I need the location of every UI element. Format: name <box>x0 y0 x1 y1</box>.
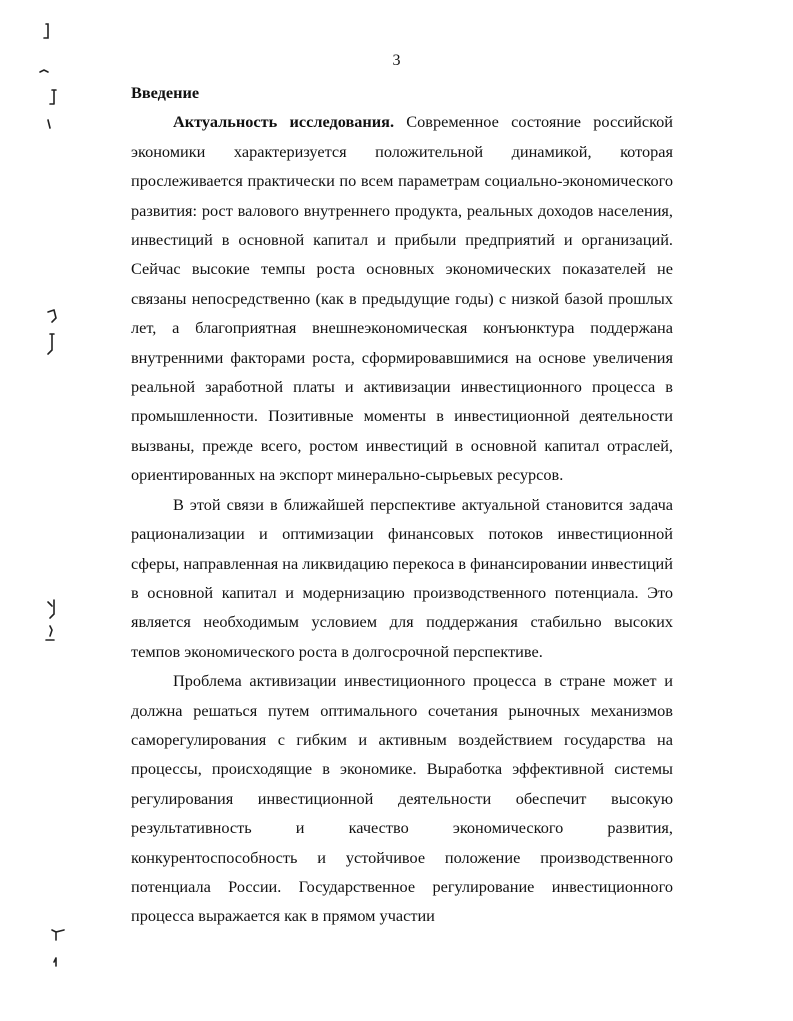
document-body <box>131 78 673 931</box>
section-heading: Введение <box>131 83 200 102</box>
paragraph-text: Современное состояние российской экономики характеризуется положительной динамикой, которая прослеживается практически по всем параметрам социально-экономического развития: рост валового внутреннего продукта, реальных доходов населения, инвестиций в основной капитал и прибыли предприятий и организаций. Сейчас высокие темпы роста основных экономических показателей не связаны непосредственно (как в предыдущие годы) с низкой базой прошлых лет, а благоприятная внешнеэкономическая конъюнктура поддержана внутренними факторами роста, сформировавшимися на основе увеличения реальной заработной платы и активизации инвестиционного процесса в промышленности. Позитивные моменты в инвестиционной деятельности вызваны, прежде всего, ростом инвестиций в основной капитал отраслей, ориентированных на экспорт минерально-сырьевых ресурсов. <box>131 112 674 485</box>
page-number: 3 <box>392 52 401 69</box>
paragraph-text: В этой связи в ближайшей перспективе актуальной становится задача рационализации и оптимизации финансовых потоков инвестиционной сферы, направленная на ликвидацию перекоса в финансировании инвестиций в основной капитал и модернизацию производственного потенциала. Это является необходимым условием для поддержания стабильно высоких темпов экономического роста в долгосрочной перспективе. <box>131 494 673 661</box>
paragraph-problem <box>131 666 673 931</box>
paragraph-relevance <box>131 107 673 489</box>
paragraph-task <box>131 490 673 666</box>
binding-marks-graphic <box>0 0 90 1021</box>
margin-scan-marks <box>0 0 90 1021</box>
paragraph-text: Проблема активизации инвестиционного процесса в стране может и должна решаться путем оптимального сочетания рыночных механизмов саморегулирования с гибким и активным воздействием государства на процессы, происходящие в экономике. Выработка эффективной системы регулирования инвестиционной деятельности обеспечит высокую результативность и качество экономического развития, конкурентоспособность и устойчивое положение производственного потенциала России. Государственное регулирование инвестиционного процесса выражается как в прямом участии <box>131 671 673 926</box>
paragraph-lead: Актуальность исследования. <box>173 112 395 132</box>
